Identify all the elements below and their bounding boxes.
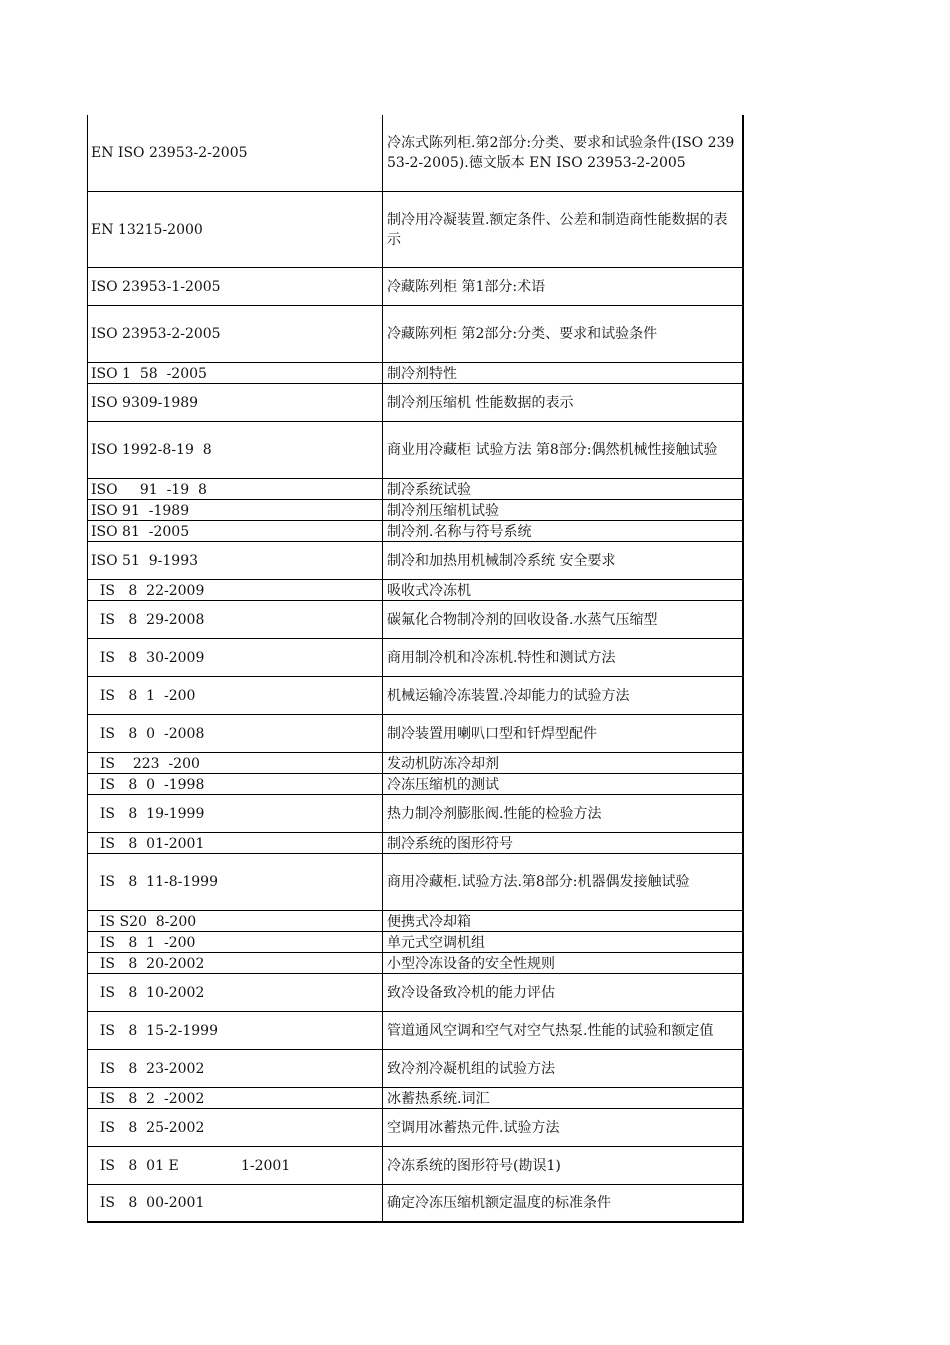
standard-code: IS 8 01-2001 (87, 833, 383, 853)
standard-title: 制冷系统的图形符号 (383, 833, 744, 853)
standard-title: 制冷用冷凝装置.额定条件、公差和制造商性能数据的表示 (383, 192, 744, 267)
table-row (87, 833, 744, 854)
standard-title: 冷冻系统的图形符号(勘误1) (383, 1147, 744, 1184)
standard-title: 致冷设备致冷机的能力评估 (383, 974, 744, 1011)
table-row (87, 422, 744, 479)
table-row (87, 479, 744, 500)
standard-title: 冷藏陈列柜 第2部分:分类、要求和试验条件 (383, 306, 744, 362)
table-row (87, 1088, 744, 1109)
standard-code: IS 8 23-2002 (87, 1050, 383, 1087)
table-row (87, 601, 744, 639)
standard-title: 冰蓄热系统.词汇 (383, 1088, 744, 1108)
standards-table (87, 115, 744, 1223)
standard-title: 制冷装置用喇叭口型和钎焊型配件 (383, 715, 744, 752)
standard-title: 制冷剂压缩机 性能数据的表示 (383, 384, 744, 421)
table-row (87, 521, 744, 542)
standard-code: ISO 23953-2-2005 (87, 306, 383, 362)
standard-code: IS 8 1 -200 (87, 932, 383, 952)
table-row (87, 677, 744, 715)
standard-code: IS 8 30-2009 (87, 639, 383, 676)
standard-title: 发动机防冻冷却剂 (383, 753, 744, 773)
standard-code: IS 8 01 E 1-2001 (87, 1147, 383, 1184)
table-row (87, 911, 744, 932)
standard-title: 便携式冷却箱 (383, 911, 744, 931)
standard-code: IS 8 11-8-1999 (87, 854, 383, 910)
table-row (87, 1109, 744, 1147)
standard-code: IS 223 -200 (87, 753, 383, 773)
standard-title: 制冷系统试验 (383, 479, 744, 499)
standard-code: IS 8 15-2-1999 (87, 1012, 383, 1049)
standard-code: IS 8 19-1999 (87, 795, 383, 832)
table-row (87, 1185, 744, 1223)
standard-code: ISO 1992-8-19 8 (87, 422, 383, 478)
standard-title: 商用制冷机和冷冻机.特性和测试方法 (383, 639, 744, 676)
table-row (87, 500, 744, 521)
standard-code: IS 8 25-2002 (87, 1109, 383, 1146)
table-row (87, 953, 744, 974)
table-row (87, 306, 744, 363)
table-row (87, 1050, 744, 1088)
standard-code: IS 8 29-2008 (87, 601, 383, 638)
table-row (87, 384, 744, 422)
standard-title: 制冷和加热用机械制冷系统 安全要求 (383, 542, 744, 579)
standard-code: IS S20 8-200 (87, 911, 383, 931)
table-row (87, 542, 744, 580)
standard-title: 制冷剂压缩机试验 (383, 500, 744, 520)
standard-title: 机械运输冷冻装置.冷却能力的试验方法 (383, 677, 744, 714)
standard-title: 冷冻式陈列柜.第2部分:分类、要求和试验条件(ISO 23953-2-2005).德文版本 EN ISO 23953-2-2005 (383, 115, 744, 191)
table-row (87, 774, 744, 795)
standard-code: ISO 23953-1-2005 (87, 268, 383, 305)
standard-title: 小型冷冻设备的安全性规则 (383, 953, 744, 973)
table-row (87, 715, 744, 753)
standard-code: IS 8 10-2002 (87, 974, 383, 1011)
standard-code: ISO 81 -2005 (87, 521, 383, 541)
table-row (87, 932, 744, 953)
standard-code: EN 13215-2000 (87, 192, 383, 267)
standard-title: 单元式空调机组 (383, 932, 744, 952)
standard-code: ISO 9309-1989 (87, 384, 383, 421)
standard-title: 碳氟化合物制冷剂的回收设备.水蒸气压缩型 (383, 601, 744, 638)
standard-code: IS 8 20-2002 (87, 953, 383, 973)
standard-title: 商用冷藏柜.试验方法.第8部分:机器偶发接触试验 (383, 854, 744, 910)
standard-title: 冷藏陈列柜 第1部分:术语 (383, 268, 744, 305)
standard-code: IS 8 1 -200 (87, 677, 383, 714)
table-row (87, 115, 744, 192)
table-row (87, 363, 744, 384)
standard-title: 制冷剂.名称与符号系统 (383, 521, 744, 541)
standard-title: 空调用冰蓄热元件.试验方法 (383, 1109, 744, 1146)
standard-code: ISO 1 58 -2005 (87, 363, 383, 383)
table-row (87, 639, 744, 677)
standard-title: 制冷剂特性 (383, 363, 744, 383)
table-row (87, 753, 744, 774)
table-row (87, 268, 744, 306)
standard-code: ISO 51 9-1993 (87, 542, 383, 579)
standard-title: 吸收式冷冻机 (383, 580, 744, 600)
standard-title: 热力制冷剂膨胀阀.性能的检验方法 (383, 795, 744, 832)
standard-code: IS 8 2 -2002 (87, 1088, 383, 1108)
standard-code: IS 8 00-2001 (87, 1185, 383, 1221)
standard-code: ISO 91 -1989 (87, 500, 383, 520)
table-row (87, 580, 744, 601)
standard-code: IS 8 0 -1998 (87, 774, 383, 794)
table-row (87, 854, 744, 911)
standard-title: 致冷剂冷凝机组的试验方法 (383, 1050, 744, 1087)
table-row (87, 192, 744, 268)
standard-title: 商业用冷藏柜 试验方法 第8部分:偶然机械性接触试验 (383, 422, 744, 478)
standard-title: 冷冻压缩机的测试 (383, 774, 744, 794)
table-row (87, 795, 744, 833)
standard-code: EN ISO 23953-2-2005 (87, 115, 383, 191)
table-row (87, 1147, 744, 1185)
table-row (87, 1012, 744, 1050)
table-row (87, 974, 744, 1012)
standard-code: IS 8 0 -2008 (87, 715, 383, 752)
standard-code: ISO 91 -19 8 (87, 479, 383, 499)
standard-code: IS 8 22-2009 (87, 580, 383, 600)
standard-title: 确定冷冻压缩机额定温度的标准条件 (383, 1185, 744, 1221)
standard-title: 管道通风空调和空气对空气热泵.性能的试验和额定值 (383, 1012, 744, 1049)
